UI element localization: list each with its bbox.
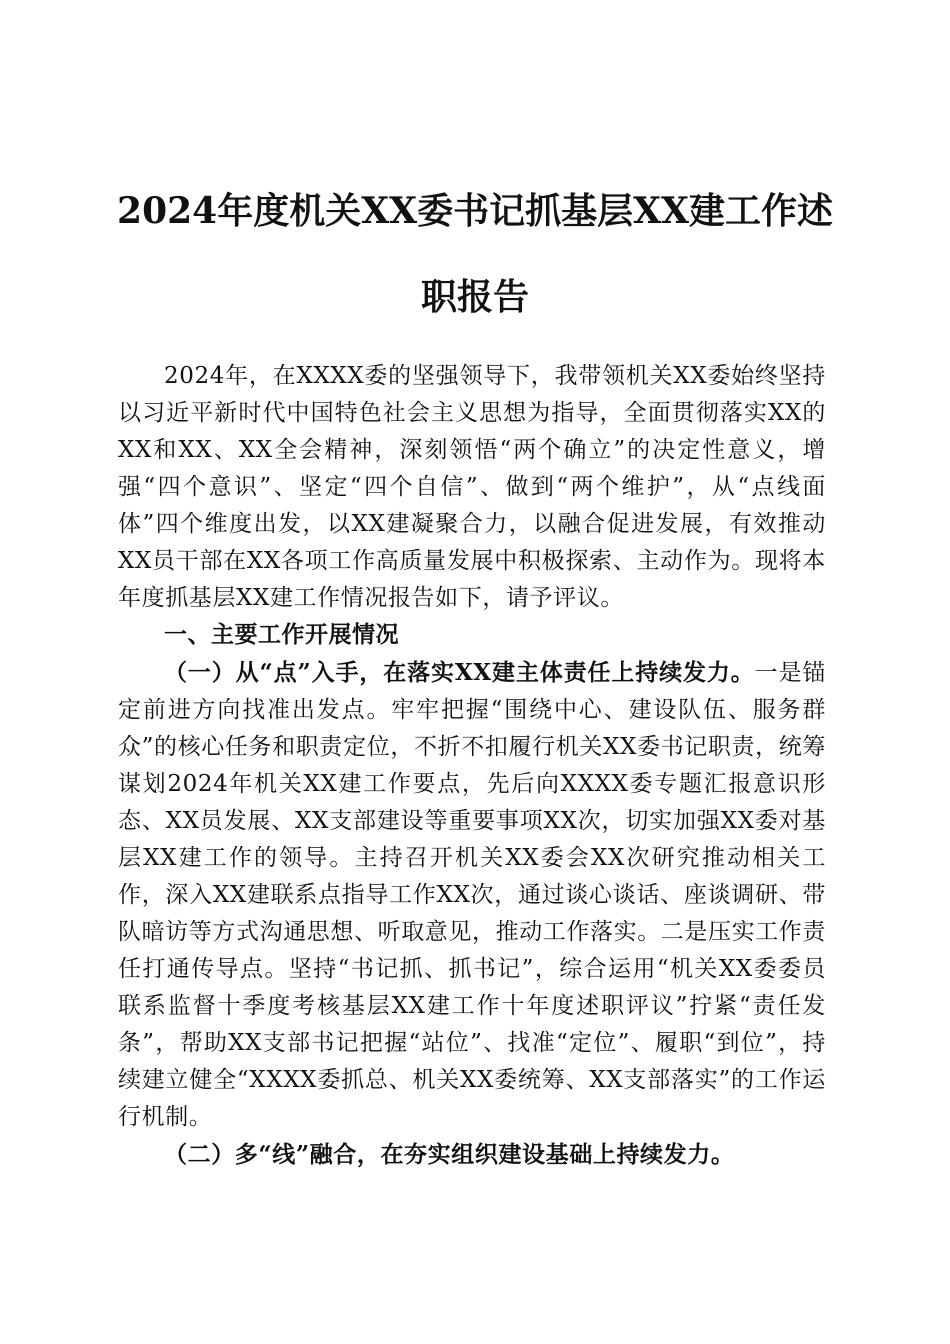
section-one-paragraph [118, 654, 826, 1136]
subsection-text: 一是锚定前进方向找准出发点。牢牢把握“围绕中心、建设队伍、服务群众”的核心任务和职责定位，不折不扣履行机关XX委书记职责，统筹谋划2024年机关XX建工作要点，先后向XXXX委专题汇报意识形态、XX员发展、XX支部建设等重要事项XX次，切实加强XX委对基层XX建工作的领导。主持召开机关XX委会XX次研究推动相关工作，深入XX建联系点指导工作XX次，通过谈心谈话、座谈调研、带队暗访等方式沟通思想、听取意见，推动工作落实。二是压实工作责任打通传导点。坚持“书记抓、抓书记”，综合运用“机关XX委委员联系监督十季度考核基层XX建工作十年度述职评议”拧紧“责任发条”，帮助XX支部书记把握“站位”、找准“定位”、履职“到位”，持续建立健全“XXXX委抓总、机关XX委统筹、XX支部落实”的工作运行机制。 [118, 660, 826, 1130]
subsection-lead: （一）从“点”入手，在落实XX建主体责任上持续发力。 [164, 659, 755, 686]
document-title: 2024年度机关XX委书记抓基层XX建工作述职报告 [117, 190, 833, 318]
section-heading: 一、主要工作开展情况 [164, 622, 399, 648]
document-body [118, 358, 826, 1174]
intro-paragraph: 2024年，在XXXX委的坚强领导下，我带领机关XX委始终坚持以习近平新时代中国特色社会主义思想为指导，全面贯彻落实XX的XX和XX、XX全会精神，深刻领悟“两个确立”的决定性意义，增强“四个意识”、坚定“四个自信”、做到“两个维护”，从“点线面体”四个维度出发，以XX建凝聚合力，以融合促进发展，有效推动XX员干部在XX各项工作高质量发展中积极探索、主动作为。现将本年度抓基层XX建工作情况报告如下，请予评议。 [118, 363, 826, 611]
subsection-lead: （二）多“线”融合，在夯实组织建设基础上持续发力。 [164, 1141, 735, 1168]
section-two-paragraph [118, 1136, 826, 1174]
